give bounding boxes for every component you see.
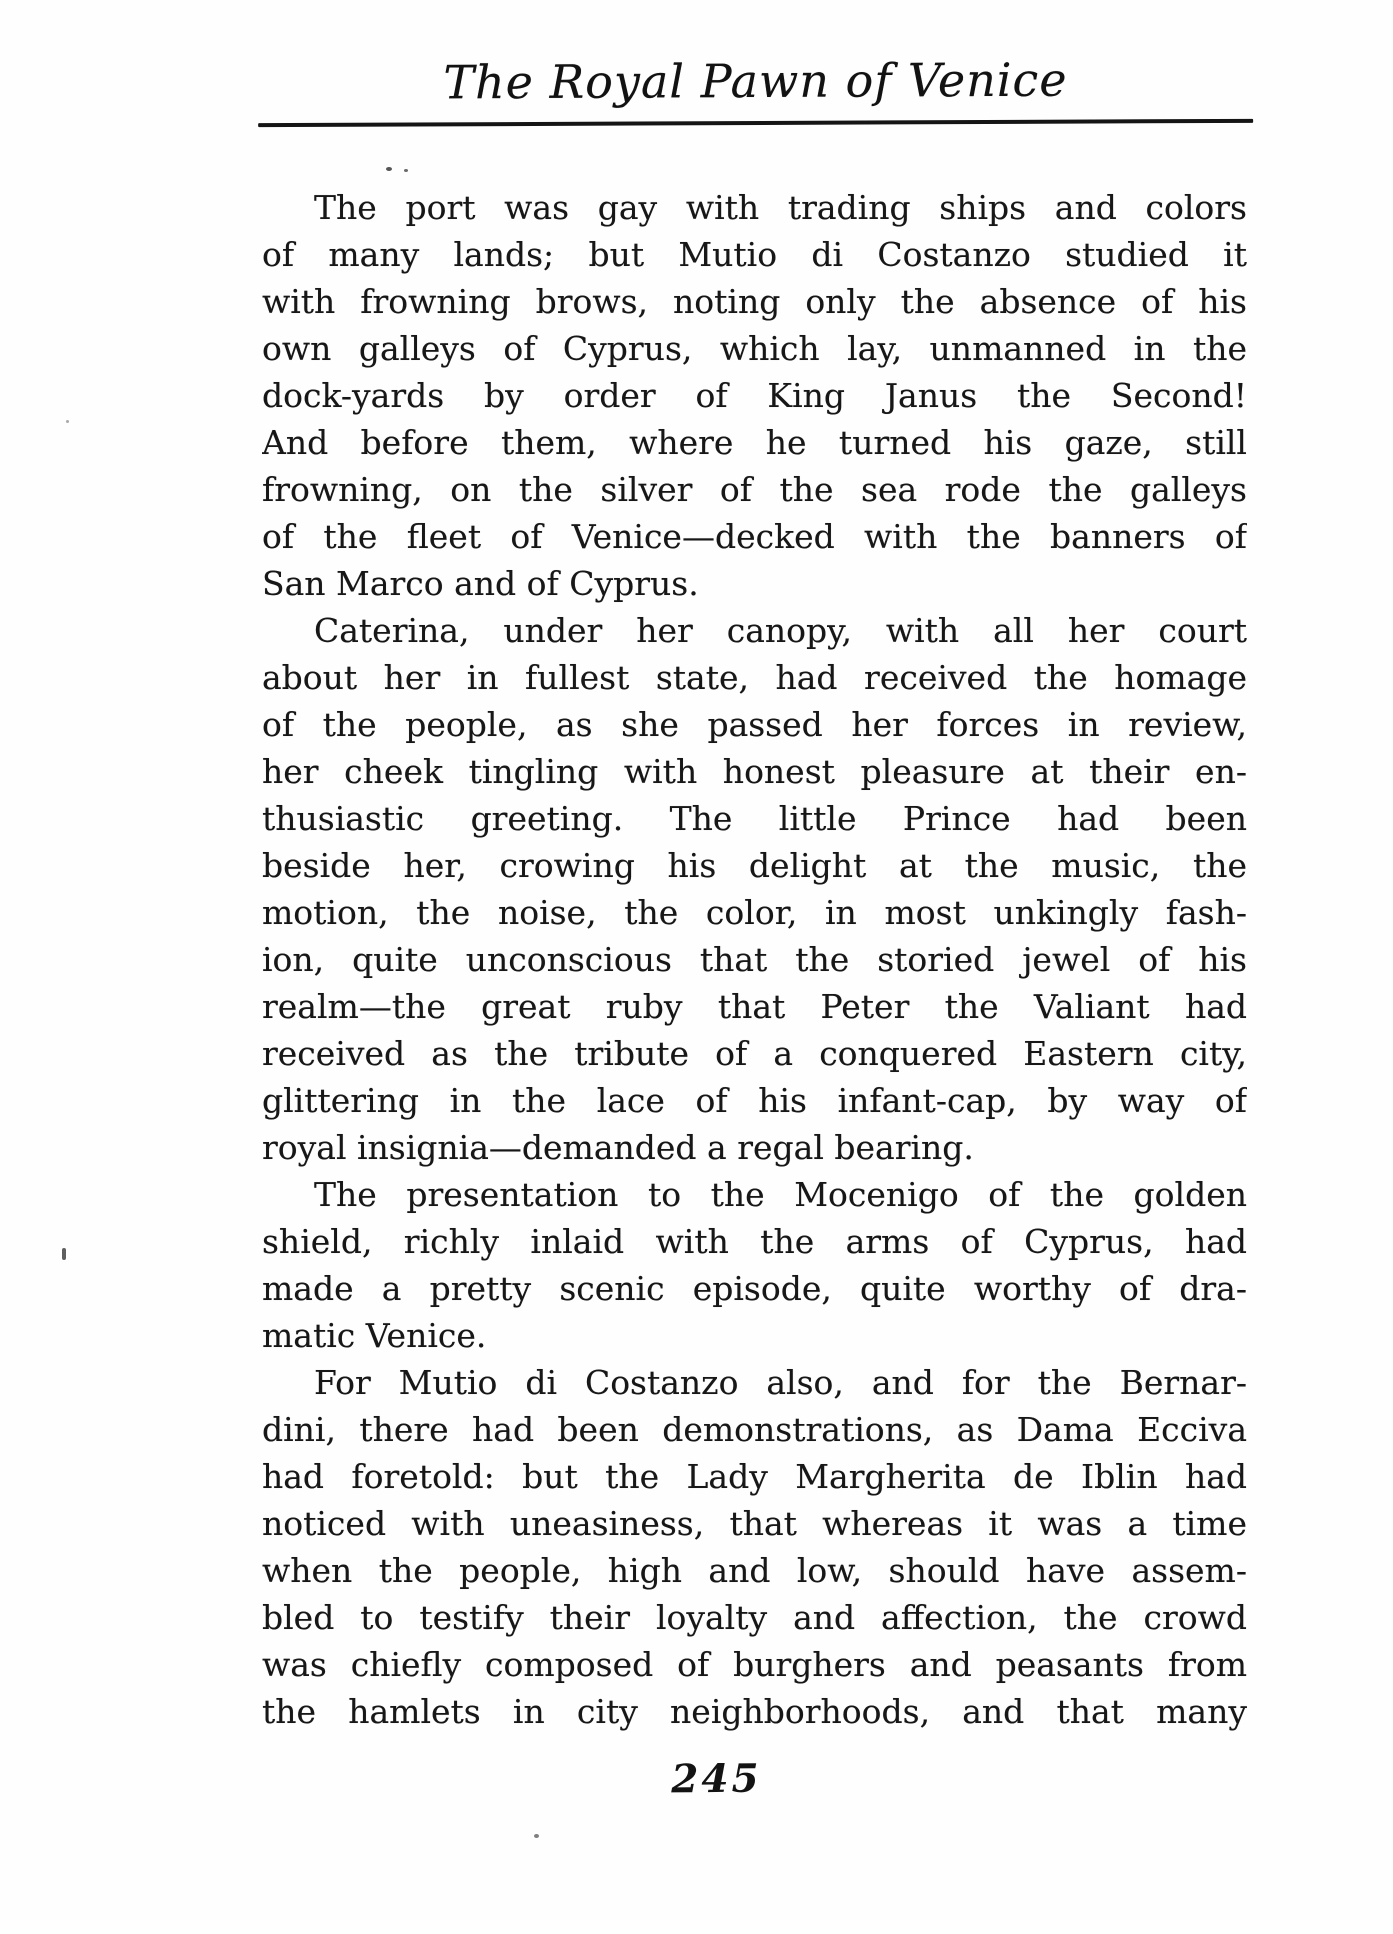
text-line: For Mutio di Costanzo also, and for the Bernar-	[314, 1363, 1247, 1402]
paragraph	[262, 607, 1247, 1171]
text-line: beside her, crowing his delight at the music, the	[262, 846, 1247, 885]
text-line: thusiastic greeting. The little Prince had been	[262, 799, 1247, 838]
paragraph	[262, 1359, 1247, 1735]
text-line: own galleys of Cyprus, which lay, unmanned in the	[262, 329, 1247, 368]
running-head-title: The Royal Pawn of Venice	[443, 52, 1068, 110]
text-line: about her in fullest state, had received the homage	[262, 658, 1247, 697]
text-line: dock-yards by order of King Janus the Second!	[262, 376, 1247, 415]
page-number: 245	[671, 1755, 762, 1803]
text-line: And before them, where he turned his gaze, still	[262, 423, 1247, 462]
text-line: had foretold: but the Lady Margherita de Iblin had	[262, 1457, 1247, 1496]
text-line: of many lands; but Mutio di Costanzo studied it	[262, 235, 1247, 274]
scan-speck	[386, 167, 392, 171]
text-line: shield, richly inlaid with the arms of Cyprus, had	[262, 1222, 1247, 1261]
text-line: her cheek tingling with honest pleasure at their en-	[262, 752, 1247, 791]
text-line: noticed with uneasiness, that whereas it was a time	[262, 1504, 1247, 1543]
text-line: ion, quite unconscious that the storied jewel of his	[262, 940, 1247, 979]
scan-speck	[62, 1248, 66, 1260]
text-line: Caterina, under her canopy, with all her court	[314, 611, 1247, 650]
text-line: The presentation to the Mocenigo of the golden	[314, 1175, 1247, 1214]
text-line: of the people, as she passed her forces in review,	[262, 705, 1247, 744]
header-rule	[258, 119, 1253, 127]
text-line: bled to testify their loyalty and affection, the crowd	[262, 1598, 1247, 1637]
paragraph	[262, 1171, 1247, 1359]
scan-speck	[534, 1834, 539, 1838]
text-line: of the fleet of Venice—decked with the banners of	[262, 517, 1247, 556]
text-line: made a pretty scenic episode, quite worthy of dra-	[262, 1269, 1247, 1308]
text-line: received as the tribute of a conquered Eastern city,	[262, 1034, 1247, 1073]
scan-speck	[66, 420, 69, 423]
text-line: when the people, high and low, should have assem-	[262, 1551, 1247, 1590]
text-line: was chiefly composed of burghers and peasants from	[262, 1645, 1247, 1684]
text-line: San Marco and of Cyprus.	[262, 564, 699, 603]
text-line: motion, the noise, the color, in most unkingly fash-	[262, 893, 1247, 932]
text-line: realm—the great ruby that Peter the Valiant had	[262, 987, 1247, 1026]
text-column	[262, 184, 1247, 1735]
text-line: royal insignia—demanded a regal bearing.	[262, 1128, 974, 1167]
text-line: glittering in the lace of his infant-cap, by way of	[262, 1081, 1247, 1120]
scan-speck	[404, 169, 408, 172]
text-line: the hamlets in city neighborhoods, and that many	[262, 1692, 1247, 1731]
text-line: dini, there had been demonstrations, as Dama Ecciva	[262, 1410, 1247, 1449]
paragraph	[262, 184, 1247, 607]
page-header	[258, 52, 1253, 128]
text-line: with frowning brows, noting only the absence of his	[262, 282, 1247, 321]
text-line: frowning, on the silver of the sea rode the galleys	[262, 470, 1247, 509]
text-line: matic Venice.	[262, 1316, 487, 1355]
text-line: The port was gay with trading ships and colors	[314, 188, 1247, 227]
